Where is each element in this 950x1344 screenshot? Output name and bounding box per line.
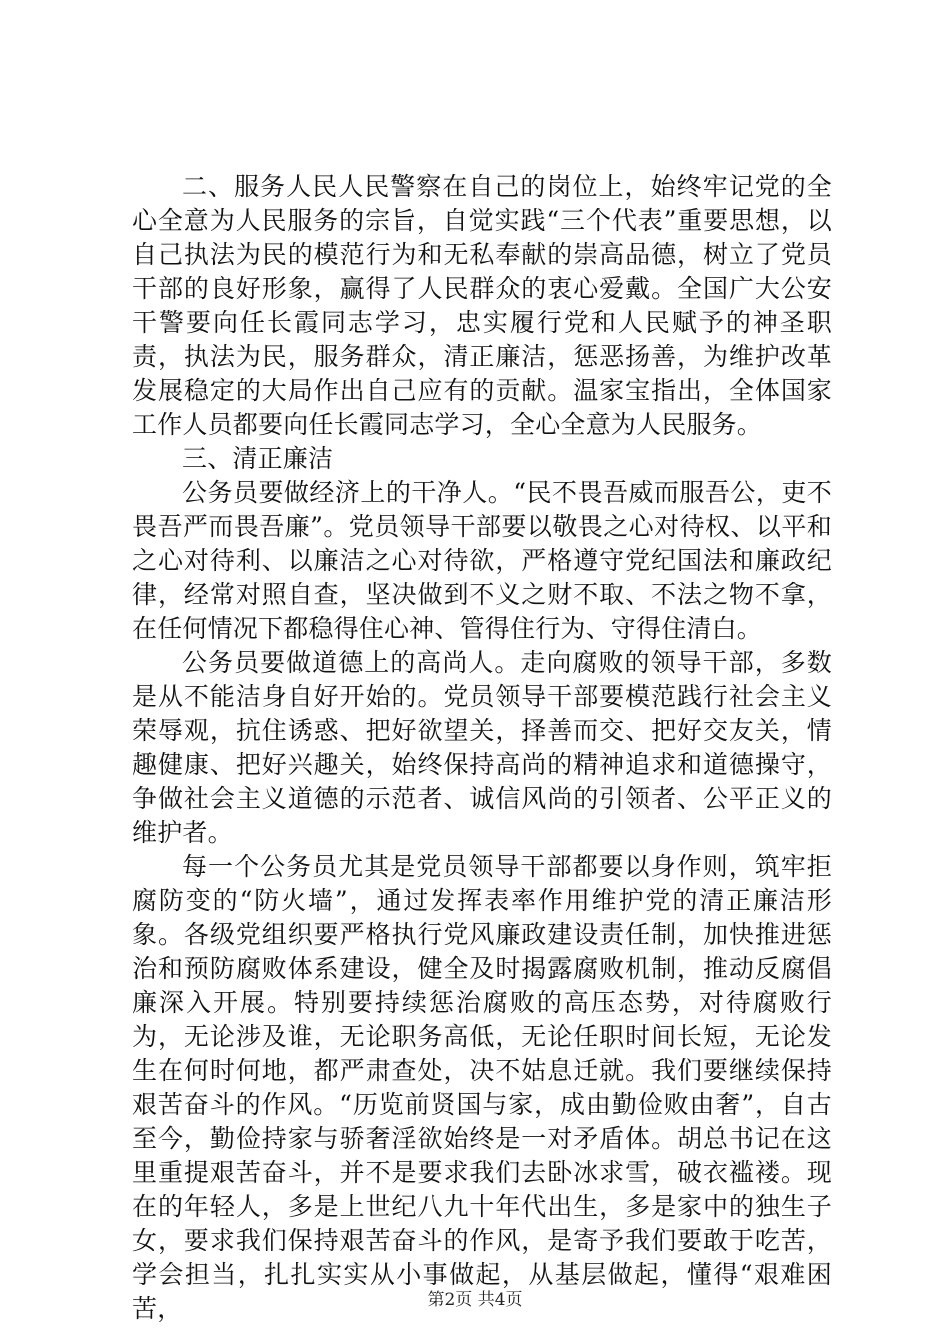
section-heading-integrity: 三、清正廉洁 (182, 444, 334, 473)
paragraph-moral-noble: 公务员要做道德上的高尚人。走向腐败的领导干部，多数是从不能洁身自好开始的。党员领导干部要模范践行社会主义荣辱观，抗住诱惑、把好欲望关，择善而交、把好交友关，情趣健康、把好兴趣关，始终保持高尚的精神追求和道德操守，争做社会主义道德的示范者、诚信风尚的引领者、公平正义的维护者。 (132, 648, 832, 847)
document-body (132, 170, 832, 1326)
paragraph-lead-by-example: 每一个公务员尤其是党员领导干部都要以身作则，筑牢拒腐防变的“防火墙”，通过发挥表率作用维护党的清正廉洁形象。各级党组织要严格执行党风廉政建设责任制，加快推进惩治和预防腐败体系建设，健全及时揭露腐败机制，推动反腐倡廉深入开展。特别要持续惩治腐败的高压态势，对待腐败行为，无论涉及谁，无论职务高低，无论任职时间长短，无论发生在何时何地，都严肃查处，决不姑息迁就。我们要继续保持艰苦奋斗的作风。“历览前贤国与家，成由勤俭败由奢”，自古至今，勤俭持家与骄奢淫欲始终是一对矛盾体。胡总书记在这里重提艰苦奋斗，并不是要求我们去卧冰求雪，破衣褴褛。现在的年轻人，多是上世纪八九十年代出生，多是家中的独生子女，要求我们保持艰苦奋斗的作风，是寄予我们要敢于吃苦，学会担当，扎扎实实从小事做起，从基层做起，懂得“艰难困苦， (132, 852, 832, 1323)
page-number-footer: 第2页 共4页 (427, 1290, 523, 1310)
paragraph-service-people: 二、服务人民人民警察在自己的岗位上，始终牢记党的全心全意为人民服务的宗旨，自觉实践“三个代表”重要思想，以自己执法为民的模范行为和无私奉献的崇高品德，树立了党员干部的良好形象，赢得了人民群众的衷心爱戴。全国广大公安干警要向任长霞同志学习，忠实履行党和人民赋予的神圣职责，执法为民，服务群众，清正廉洁，惩恶扬善，为维护改革发展稳定的大局作出自己应有的贡献。温家宝指出，全体国家工作人员都要向任长霞同志学习，全心全意为人民服务。 (132, 172, 832, 439)
paragraph-economic-clean: 公务员要做经济上的干净人。“民不畏吾威而服吾公，吏不畏吾严而畏吾廉”。党员领导干部要以敬畏之心对待权、以平和之心对待利、以廉洁之心对待欲，严格遵守党纪国法和廉政纪律，经常对照自查，坚决做到不义之财不取、不法之物不拿，在任何情况下都稳得住心神、管得住行为、守得住清白。 (132, 478, 832, 643)
